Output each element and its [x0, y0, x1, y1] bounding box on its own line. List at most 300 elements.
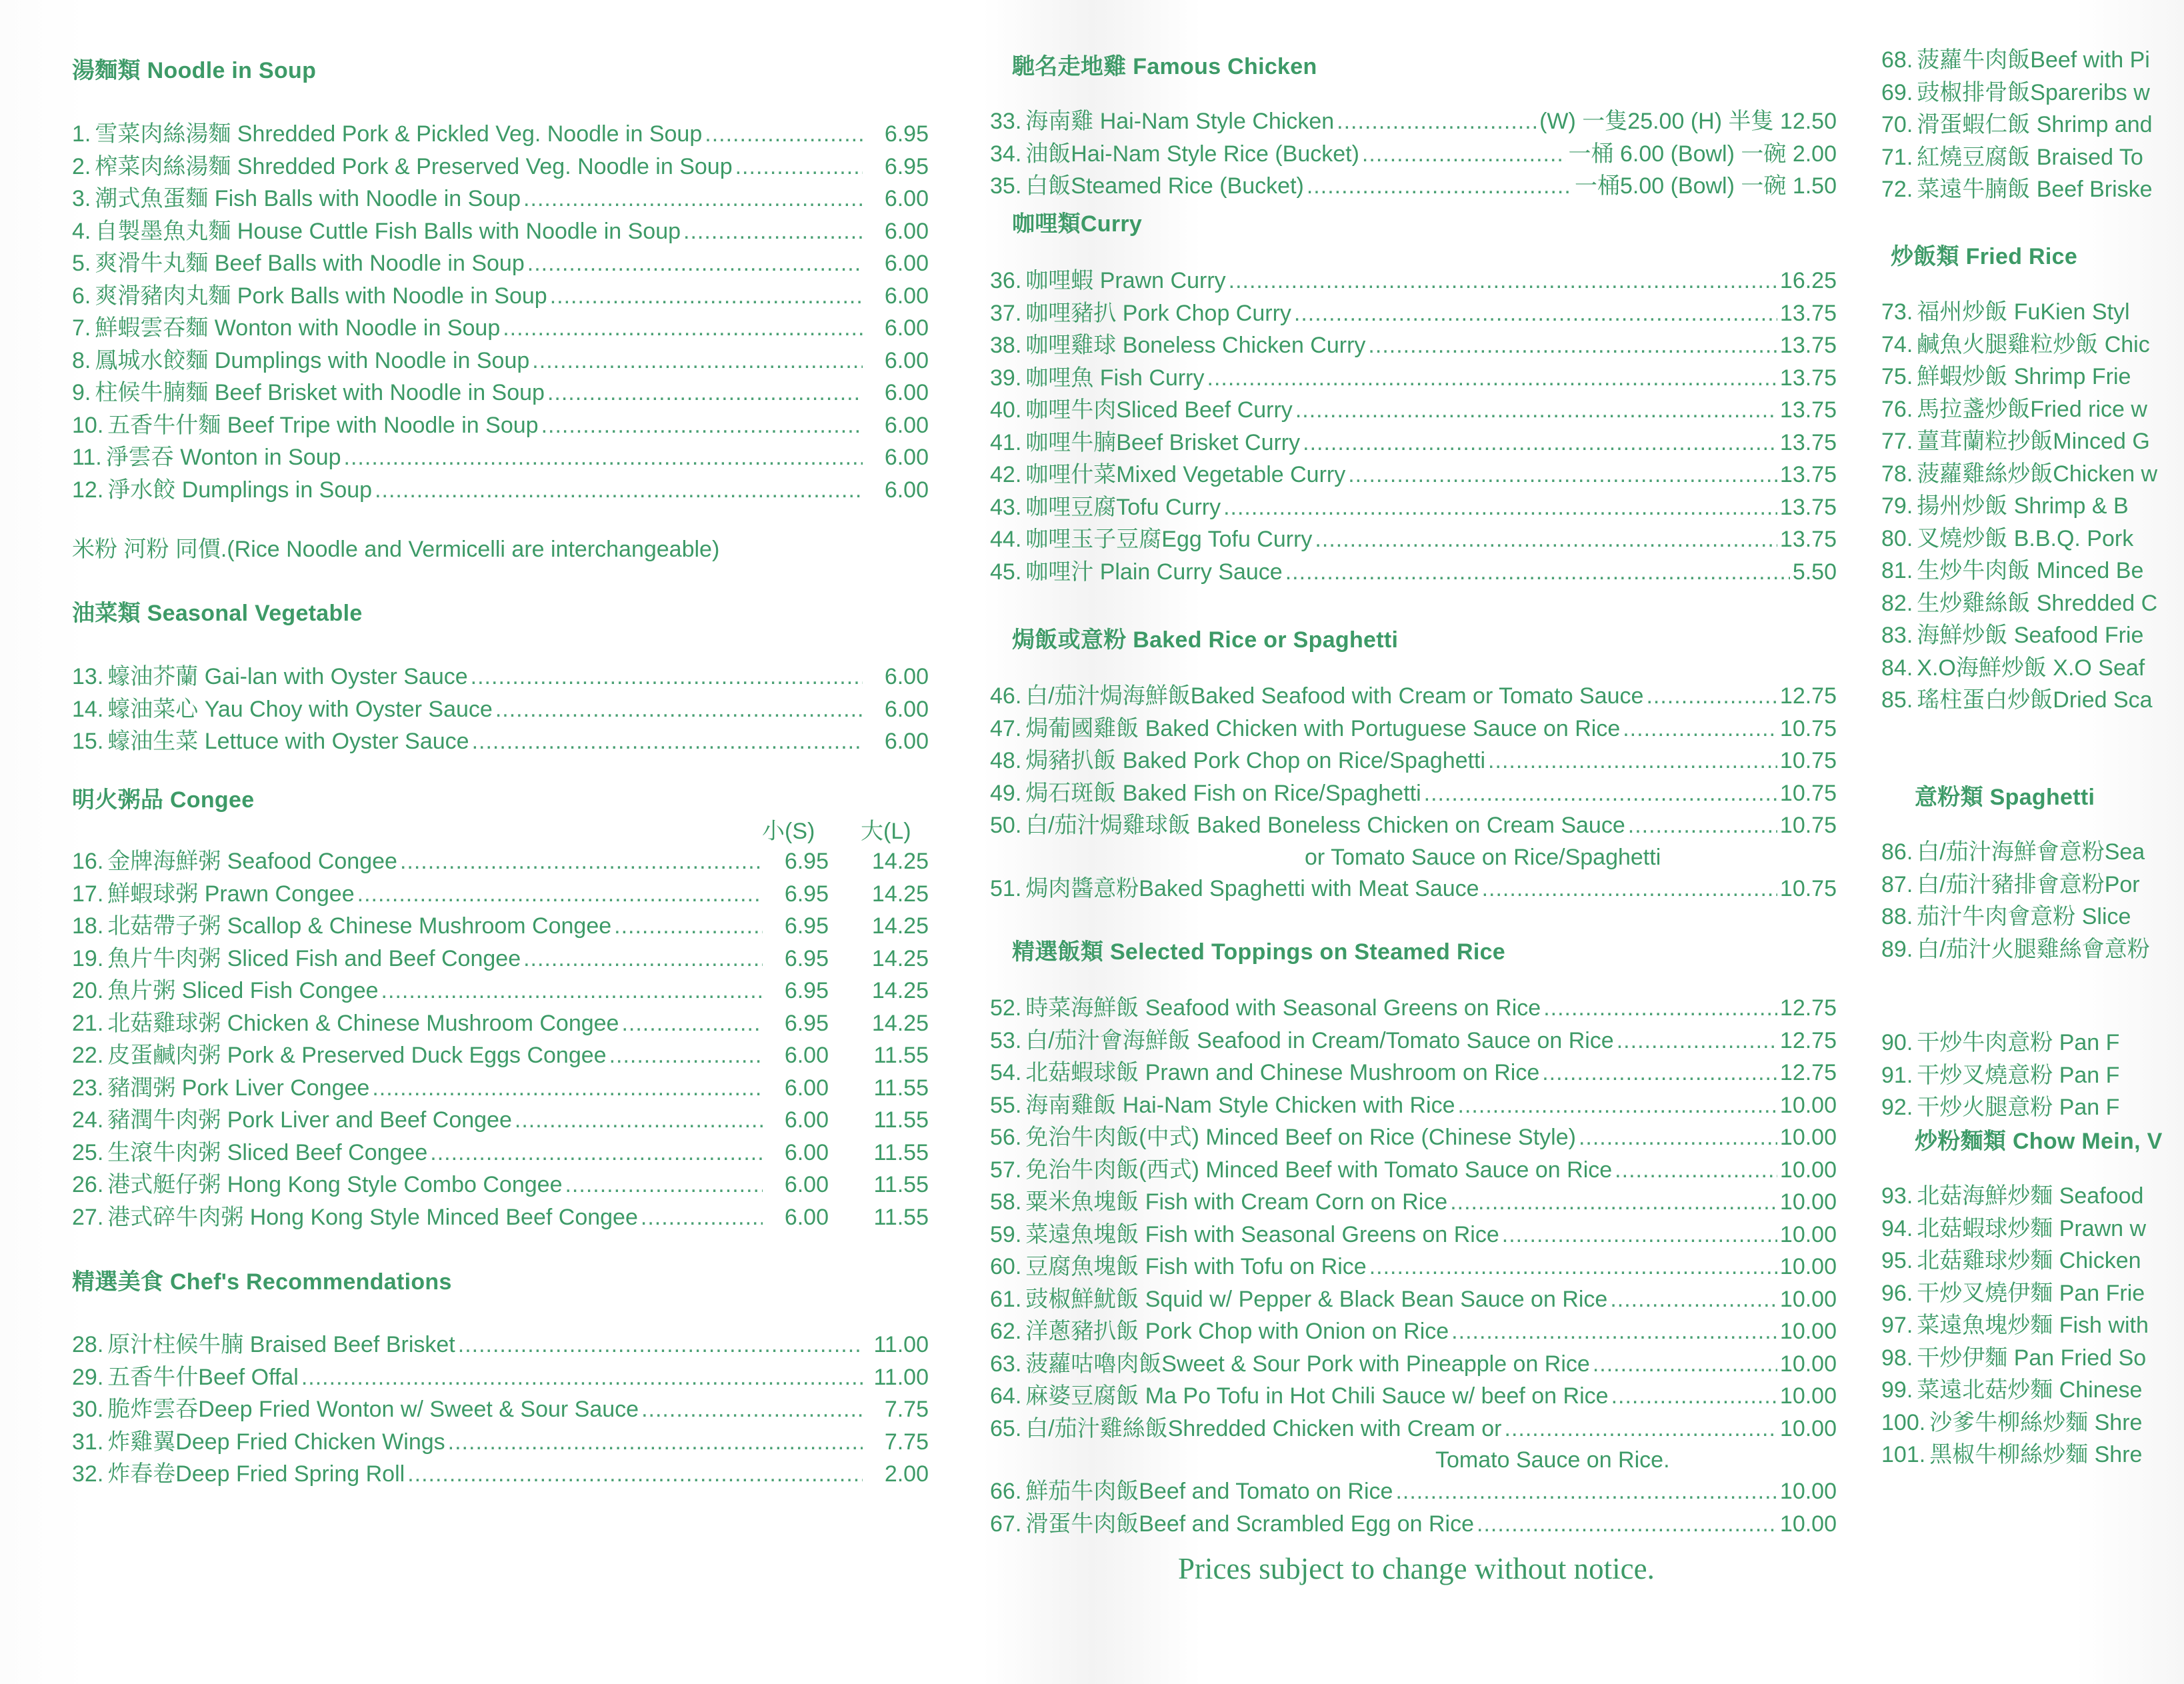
item-name: 焗肉醬意粉Baked Spaghetti with Meat Sauce — [1025, 875, 1479, 901]
item-name: 咖哩什菜Mixed Vegetable Curry — [1025, 462, 1346, 487]
item-number: 83. — [1881, 623, 1913, 648]
item-price-large: 11.55 — [873, 1139, 929, 1165]
dot-leader — [683, 215, 863, 248]
menu-item — [1881, 173, 2184, 206]
item-number: 77. — [1881, 429, 1913, 454]
item-number: 75. — [1881, 364, 1913, 389]
item-number: 50. — [990, 813, 1022, 838]
item-name: 生炒雞絲飯 Shredded C — [1917, 590, 2158, 616]
item-price: 7.75 — [884, 1397, 929, 1422]
section-noodle-in-soup — [72, 52, 929, 506]
item-name: 白飯Steamed Rice (Bucket) — [1025, 173, 1304, 199]
section-title: 意粉類 Spaghetti — [1915, 785, 2095, 810]
menu-item — [72, 1137, 929, 1169]
section-title: 明火粥品 Congee — [72, 787, 255, 813]
item-name: 北菇蝦球炒麵 Prawn w — [1917, 1215, 2147, 1241]
dot-leader — [503, 312, 863, 345]
item-number: 56. — [990, 1125, 1022, 1150]
menu-item — [72, 1072, 929, 1105]
spaghetti-list-pan-fried — [1881, 1027, 2184, 1124]
item-name: 黑椒牛柳絲炒麵 Shre — [1929, 1442, 2143, 1467]
item-name: X.O海鮮炒飯 X.O Seaf — [1917, 655, 2145, 681]
menu-item — [72, 280, 929, 313]
item-name: 五香牛什麵 Beef Tripe with Noodle in Soup — [107, 412, 539, 438]
item-price-small: 6.00 — [784, 1075, 829, 1101]
item-name: 魚片粥 Sliced Fish Congee — [107, 978, 379, 1003]
dot-leader — [1505, 1413, 1777, 1445]
dot-leader — [705, 118, 863, 151]
item-number: 73. — [1881, 299, 1913, 325]
menu-item — [990, 992, 1837, 1025]
item-name: 茄汁牛肉會意粉 Slice — [1917, 904, 2131, 929]
item-number: 40. — [990, 397, 1022, 423]
item-price: 5.50 — [1792, 559, 1837, 585]
item-name: 干炒牛肉意粉 Pan F — [1917, 1030, 2120, 1055]
item-name: 北菇雞球粥 Chicken & Chinese Mushroom Congee — [107, 1010, 619, 1036]
menu-item — [1881, 361, 2184, 393]
item-name: 福州炒飯 FuKien Styl — [1917, 299, 2130, 325]
item-list — [1881, 44, 2184, 206]
item-price: 10.00 — [1779, 1415, 1837, 1441]
dot-leader — [1315, 523, 1777, 556]
item-price: 10.00 — [1779, 1383, 1837, 1409]
dot-leader — [1207, 362, 1777, 395]
item-number: 16. — [72, 849, 104, 874]
item-list — [72, 118, 929, 506]
item-number: 58. — [990, 1189, 1022, 1215]
item-name: 白/茄汁焗海鮮飯Baked Seafood with Cream or Tomato Sauce — [1025, 683, 1644, 709]
dot-leader — [1646, 680, 1777, 713]
menu-item — [990, 427, 1837, 459]
dot-leader — [532, 345, 863, 377]
item-number: 53. — [990, 1027, 1022, 1053]
item-number: 2. — [72, 153, 91, 179]
item-number: 69. — [1881, 79, 1913, 105]
item-list — [990, 265, 1837, 588]
dot-leader — [614, 910, 763, 943]
item-price: 10.00 — [1779, 1511, 1837, 1537]
dot-leader — [357, 878, 763, 911]
item-name: 海南雞 Hai-Nam Style Chicken — [1025, 109, 1335, 134]
item-price-small: 6.95 — [784, 1010, 829, 1036]
section-title: 咖哩類Curry — [1012, 211, 1143, 237]
item-price: 13.75 — [1779, 429, 1837, 455]
menu-item — [72, 312, 929, 345]
item-name: 海南雞飯 Hai-Nam Style Chicken with Rice — [1025, 1092, 1455, 1118]
menu-item — [72, 693, 929, 726]
menu-item — [72, 878, 929, 911]
item-price: 10.75 — [1779, 715, 1837, 741]
dot-leader — [1285, 556, 1790, 589]
item-price: 13.75 — [1779, 527, 1837, 552]
item-list — [72, 845, 929, 1233]
item-number: 52. — [990, 995, 1022, 1021]
menu-item — [1881, 523, 2184, 555]
item-name: 豆腐魚塊飯 Fish with Tofu on Rice — [1025, 1254, 1367, 1279]
dot-leader — [400, 845, 763, 878]
menu-item — [1881, 901, 2184, 933]
dot-leader — [1395, 1475, 1777, 1508]
item-name: 豉椒排骨飯Spareribs w — [1917, 79, 2150, 105]
item-price: 6.00 — [884, 218, 929, 244]
section-curry — [1012, 205, 1850, 238]
item-name: 鳳城水餃麵 Dumplings with Noodle in Soup — [95, 347, 530, 373]
item-price: 6.00 — [884, 696, 929, 722]
item-name: 炸雞翼Deep Fried Chicken Wings — [107, 1429, 445, 1455]
menu-item — [1881, 109, 2184, 141]
menu-item — [1881, 619, 2184, 652]
item-price-small: 6.00 — [784, 1172, 829, 1197]
item-name: 原汁柱候牛腩 Braised Beef Brisket — [107, 1332, 455, 1357]
section-title: 炒粉麵類 Chow Mein, V — [1915, 1129, 2163, 1154]
item-name: 蠔油生菜 Lettuce with Oyster Sauce — [107, 729, 469, 754]
item-price-large: 11.55 — [873, 1075, 929, 1101]
menu-item — [1881, 555, 2184, 587]
item-number: 94. — [1881, 1215, 1913, 1241]
menu-item — [72, 1426, 929, 1459]
item-name: 菜遠魚塊飯 Fish with Seasonal Greens on Rice — [1025, 1221, 1499, 1247]
item-number: 37. — [990, 300, 1022, 326]
menu-item — [72, 118, 929, 151]
section-spaghetti — [1915, 779, 2184, 811]
item-name: 港式碎牛肉粥 Hong Kong Style Minced Beef Congee — [107, 1204, 638, 1230]
dot-leader — [1477, 1508, 1777, 1541]
item-number: 71. — [1881, 144, 1913, 170]
dot-leader — [458, 1329, 863, 1361]
dot-leader — [407, 1458, 863, 1491]
dot-leader — [1303, 427, 1777, 459]
dot-leader — [1307, 170, 1572, 203]
item-price: 10.75 — [1779, 748, 1837, 773]
item-price: 12.75 — [1779, 1027, 1837, 1053]
item-number: 28. — [72, 1332, 104, 1357]
section-selected-toppings — [1012, 933, 1850, 966]
item-number: 99. — [1881, 1377, 1913, 1403]
item-number: 6. — [72, 283, 91, 309]
item-price: 6.95 — [884, 153, 929, 179]
item-number: 44. — [990, 527, 1022, 552]
menu-item — [72, 1458, 929, 1491]
dot-leader — [550, 280, 863, 313]
dot-leader — [1229, 265, 1777, 297]
item-price: 13.75 — [1779, 365, 1837, 391]
item-name: 油飯Hai-Nam Style Rice (Bucket) — [1025, 141, 1359, 167]
dot-leader — [515, 1104, 763, 1137]
item-price-small: 6.95 — [784, 881, 829, 907]
dot-leader — [1615, 1154, 1777, 1187]
item-name: 紅燒豆腐飯 Braised To — [1917, 144, 2143, 170]
item-price: 6.00 — [884, 347, 929, 373]
item-price-small: 6.95 — [784, 849, 829, 874]
item-number: 17. — [72, 881, 104, 907]
item-number: 91. — [1881, 1062, 1913, 1088]
dot-leader — [1610, 1283, 1777, 1316]
menu-item — [990, 394, 1837, 427]
dot-leader — [1611, 1380, 1777, 1413]
item-name: 豉椒鮮魷飯 Squid w/ Pepper & Black Bean Sauce on Rice — [1025, 1286, 1608, 1312]
dot-leader — [641, 1201, 763, 1234]
menu-item — [1881, 869, 2184, 901]
continued-items — [1881, 44, 2184, 206]
menu-item — [1881, 1407, 2184, 1439]
menu-item — [1881, 458, 2184, 491]
item-number: 47. — [990, 715, 1022, 741]
dot-leader — [1623, 713, 1777, 745]
item-name: 白/茄汁豬排會意粉Por — [1917, 871, 2140, 897]
item-number: 23. — [72, 1075, 104, 1101]
dot-leader — [1579, 1121, 1777, 1154]
item-number: 9. — [72, 380, 91, 405]
item-price: 13.75 — [1779, 397, 1837, 423]
item-name: 北菇帶子粥 Scallop & Chinese Mushroom Congee — [107, 913, 612, 939]
menu-item — [72, 409, 929, 442]
item-name: 北菇蝦球飯 Prawn and Chinese Mushroom on Rice — [1025, 1060, 1540, 1085]
item-name: 白/茄汁火腿雞絲會意粉 — [1917, 936, 2150, 962]
menu-item — [990, 105, 1837, 138]
menu-item — [1881, 836, 2184, 869]
menu-item — [990, 1219, 1837, 1251]
item-price: 6.95 — [884, 121, 929, 147]
menu-item — [990, 1089, 1837, 1122]
item-name: 金牌海鮮粥 Seafood Congee — [107, 849, 397, 874]
item-name: 潮式魚蛋麵 Fish Balls with Noodle in Soup — [95, 186, 521, 211]
curry-list — [990, 265, 1837, 588]
item-price: 11.00 — [873, 1364, 929, 1390]
section-fried-rice — [1891, 238, 2184, 271]
item-name: 干炒火腿意粉 Pan F — [1917, 1095, 2120, 1120]
item-list — [990, 105, 1837, 203]
dot-leader — [381, 975, 763, 1007]
item-number: 22. — [72, 1043, 104, 1068]
item-number: 45. — [990, 559, 1022, 585]
item-number: 81. — [1881, 558, 1913, 583]
item-name: 淨雲吞 Wonton in Soup — [105, 445, 341, 470]
menu-item — [72, 441, 929, 474]
item-name: 咖哩玉子豆腐Egg Tofu Curry — [1025, 527, 1313, 552]
item-number: 18. — [72, 913, 104, 939]
menu-item — [1881, 1277, 2184, 1310]
menu-item — [990, 491, 1837, 524]
section-congee — [72, 781, 929, 1233]
item-price: 一桶 6.00 (Bowl) 一碗 2.00 — [1568, 141, 1837, 167]
menu-item — [1881, 933, 2184, 966]
chow-mein-list — [1881, 1180, 2184, 1471]
menu-item — [990, 809, 1837, 842]
item-price-large: 14.25 — [871, 913, 929, 939]
menu-item — [1881, 329, 2184, 361]
item-name: 叉燒炒飯 B.B.Q. Pork — [1917, 525, 2134, 551]
item-name: 干炒叉燒意粉 Pan F — [1917, 1062, 2120, 1088]
menu-item — [72, 247, 929, 280]
item-price-small: 6.95 — [784, 913, 829, 939]
item-name: 菜遠魚塊炒麵 Fish with — [1917, 1313, 2149, 1338]
menu-item — [990, 713, 1837, 745]
item-number: 35. — [990, 173, 1022, 199]
dot-leader — [1488, 745, 1777, 777]
menu-item — [990, 297, 1837, 330]
dot-leader — [472, 725, 863, 758]
dot-leader — [1542, 1057, 1777, 1089]
menu-item — [1881, 1342, 2184, 1375]
item-price: 6.00 — [884, 186, 929, 211]
item-number: 55. — [990, 1092, 1022, 1118]
dot-leader — [372, 1072, 763, 1105]
menu-item — [72, 1201, 929, 1234]
item-number: 3. — [72, 186, 91, 211]
item-name: 白/茄汁雞絲飯Shredded Chicken with Cream or — [1025, 1415, 1502, 1441]
menu-item — [1881, 652, 2184, 685]
item-name: 自製墨魚丸麵 House Cuttle Fish Balls with Noodle in Soup — [95, 218, 681, 244]
menu-item — [1881, 1180, 2184, 1213]
item-name: 咖哩蝦 Prawn Curry — [1025, 268, 1226, 293]
item-price: 6.00 — [884, 251, 929, 276]
item-number: 84. — [1881, 655, 1913, 681]
item-name: 馬拉盞炒飯Fried rice w — [1917, 396, 2147, 422]
item-number: 12. — [72, 477, 104, 503]
menu-item — [990, 1475, 1837, 1508]
item-number: 48. — [990, 748, 1022, 773]
item-number: 54. — [990, 1060, 1022, 1085]
item-number: 20. — [72, 978, 104, 1003]
item-number: 62. — [990, 1319, 1022, 1344]
baked-list — [990, 680, 1837, 905]
menu-item — [72, 215, 929, 248]
section-title: 精選飯類 Selected Toppings on Steamed Rice — [1012, 939, 1506, 965]
menu-item — [1881, 425, 2184, 458]
menu-item — [990, 1508, 1837, 1541]
item-name: 焗豬扒飯 Baked Pork Chop on Rice/Spaghetti — [1025, 748, 1486, 773]
item-name: 免治牛肉飯(西式) Minced Beef with Tomato Sauce on Rice — [1025, 1157, 1613, 1183]
menu-item — [72, 1169, 929, 1201]
item-number: 39. — [990, 365, 1022, 391]
menu-item — [1881, 296, 2184, 329]
item-number: 14. — [72, 696, 104, 722]
dot-leader — [527, 247, 863, 280]
item-number: 19. — [72, 945, 104, 971]
item-number: 92. — [1881, 1095, 1913, 1120]
menu-item — [1881, 1374, 2184, 1407]
menu-item — [990, 1348, 1837, 1381]
item-price-large: 11.55 — [873, 1172, 929, 1197]
item-price: 13.75 — [1779, 462, 1837, 487]
section-title: 馳名走地雞 Famous Chicken — [1012, 54, 1317, 79]
item-number: 34. — [990, 141, 1022, 167]
item-number: 68. — [1881, 47, 1913, 73]
item-name: 咖哩魚 Fish Curry — [1025, 365, 1205, 391]
item-number: 31. — [72, 1429, 104, 1455]
item-number: 97. — [1881, 1313, 1913, 1338]
menu-item — [990, 170, 1837, 203]
item-number: 74. — [1881, 331, 1913, 357]
item-number: 46. — [990, 683, 1022, 709]
dot-leader — [523, 183, 863, 215]
item-number: 70. — [1881, 112, 1913, 137]
item-name: 蠔油菜心 Yau Choy with Oyster Sauce — [107, 696, 493, 722]
item-name: 爽滑豬肉丸麵 Pork Balls with Noodle in Soup — [95, 283, 547, 309]
item-number: 24. — [72, 1107, 104, 1133]
item-price: 10.00 — [1779, 1221, 1837, 1247]
item-price: 10.00 — [1779, 1351, 1837, 1377]
item-number: 13. — [72, 664, 104, 689]
item-price: 16.25 — [1779, 268, 1837, 293]
item-name: 炸春卷Deep Fried Spring Roll — [107, 1461, 405, 1487]
item-number: 41. — [990, 429, 1022, 455]
dot-leader — [1458, 1089, 1777, 1122]
item-number: 51. — [990, 875, 1022, 901]
item-number: 15. — [72, 729, 104, 754]
item-name: 干炒叉燒伊麵 Pan Frie — [1917, 1280, 2145, 1306]
item-name: 魚片牛肉粥 Sliced Fish and Beef Congee — [107, 945, 521, 971]
item-name: 麻婆豆腐飯 Ma Po Tofu in Hot Chili Sauce w/ beef on Rice — [1025, 1383, 1609, 1409]
menu-item — [990, 362, 1837, 395]
item-name: 瑤柱蛋白炒飯Dried Sca — [1917, 687, 2153, 713]
menu-item — [990, 523, 1837, 556]
item-name-continued: Tomato Sauce on Rice. — [1435, 1447, 1670, 1473]
item-number: 72. — [1881, 177, 1913, 202]
menu-item — [72, 151, 929, 183]
item-number: 88. — [1881, 904, 1913, 929]
menu-item — [990, 1057, 1837, 1089]
item-name: 菜遠北菇炒麵 Chinese — [1917, 1377, 2143, 1403]
item-price-large: 14.25 — [871, 978, 929, 1003]
dot-leader — [1369, 1251, 1777, 1283]
item-number: 66. — [990, 1479, 1022, 1504]
item-price-small: 6.95 — [784, 978, 829, 1003]
item-number: 80. — [1881, 525, 1913, 551]
dot-leader — [301, 1361, 863, 1394]
item-number: 90. — [1881, 1030, 1913, 1055]
noodle-note: 米粉 河粉 同價.(Rice Noodle and Vermicelli are interchangeable) — [72, 537, 720, 562]
item-list — [72, 661, 929, 758]
item-number: 63. — [990, 1351, 1022, 1377]
item-name: 爽滑牛丸麵 Beef Balls with Noodle in Soup — [95, 251, 525, 276]
item-name: 海鮮炒飯 Seafood Frie — [1917, 623, 2144, 648]
dot-leader — [430, 1137, 763, 1169]
menu-item — [1881, 1439, 2184, 1471]
item-price: 13.75 — [1779, 494, 1837, 520]
item-number: 78. — [1881, 461, 1913, 487]
menu-item — [72, 975, 929, 1007]
spaghetti-list — [1881, 836, 2184, 965]
item-name: 生滾牛肉粥 Sliced Beef Congee — [107, 1139, 428, 1165]
menu-item — [990, 1283, 1837, 1316]
item-name: 咖哩牛肉Sliced Beef Curry — [1025, 397, 1293, 423]
item-number: 25. — [72, 1139, 104, 1165]
item-number: 1. — [72, 121, 91, 147]
menu-item — [72, 725, 929, 758]
item-name: 鮮茄牛肉飯Beef and Tomato on Rice — [1025, 1479, 1393, 1504]
item-number: 67. — [990, 1511, 1022, 1537]
item-number: 85. — [1881, 687, 1913, 713]
item-name: 白/茄汁會海鮮飯 Seafood in Cream/Tomato Sauce on Rice — [1025, 1027, 1614, 1053]
dot-leader — [375, 474, 863, 507]
dot-leader — [1543, 992, 1777, 1025]
section-title: 油菜類 Seasonal Vegetable — [72, 601, 363, 626]
large-size-label: 大(L) — [861, 819, 911, 844]
dot-leader — [1502, 1219, 1777, 1251]
item-name: 北菇雞球炒麵 Chicken — [1917, 1248, 2141, 1273]
dot-leader — [565, 1169, 763, 1201]
item-number: 8. — [72, 347, 91, 373]
menu-item — [990, 1186, 1837, 1219]
menu-item — [72, 474, 929, 507]
item-number: 100. — [1881, 1409, 1926, 1435]
dot-leader — [641, 1393, 863, 1426]
item-number: 27. — [72, 1204, 104, 1230]
item-name: 鮮蝦雲吞麵 Wonton with Noodle in Soup — [95, 315, 501, 341]
menu-item — [990, 265, 1837, 297]
menu-item — [990, 745, 1837, 777]
